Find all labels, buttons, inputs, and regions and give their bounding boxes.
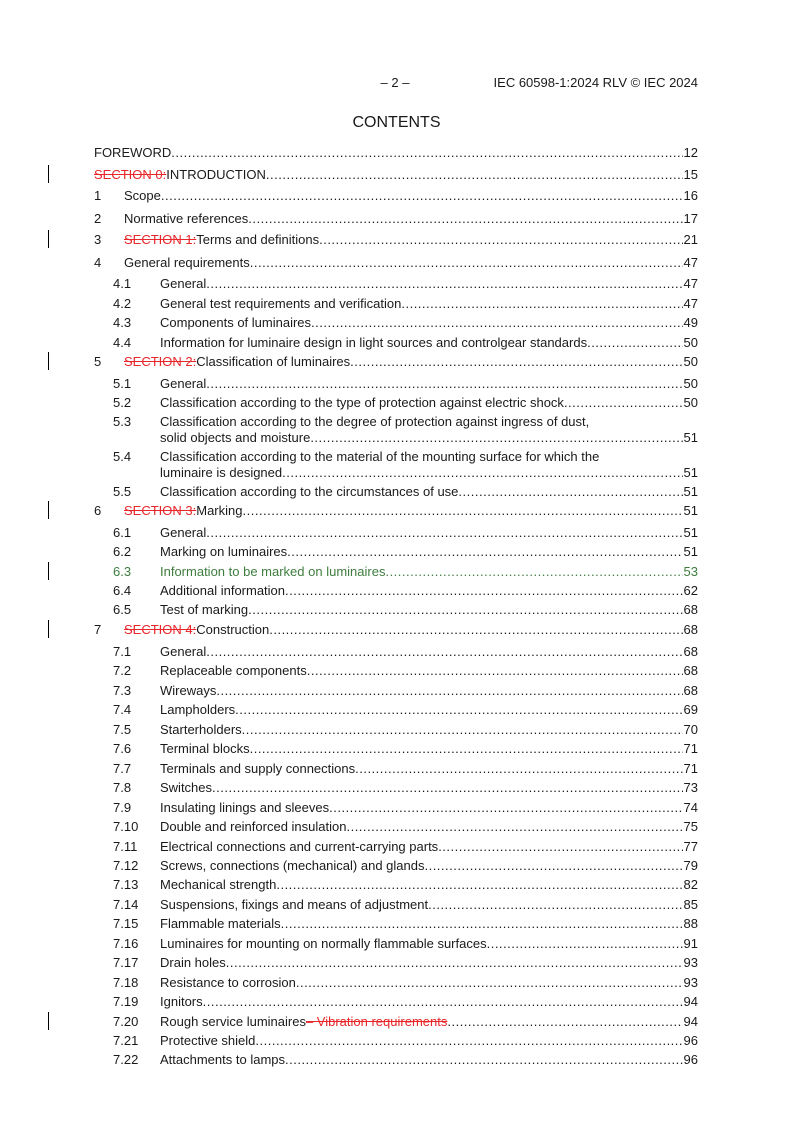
- toc-entry[interactable]: [0, 722, 793, 738]
- section-number: 7.8: [113, 780, 132, 796]
- toc-entry[interactable]: [0, 819, 793, 835]
- toc-entry[interactable]: [0, 376, 793, 392]
- dot-leader: [206, 376, 682, 392]
- entry-title[interactable]: Test of marking: [160, 602, 249, 617]
- toc-entry[interactable]: [0, 644, 793, 660]
- deleted-text: SECTION 3:: [124, 503, 197, 518]
- section-number: 7.18: [113, 974, 139, 990]
- dot-leader: [487, 936, 683, 952]
- section-number: 6.3: [113, 564, 132, 579]
- section-number: 7.12: [113, 857, 139, 873]
- section-number: 4.4: [113, 335, 132, 350]
- section-number: 7: [94, 622, 102, 637]
- entry-body: [160, 839, 698, 855]
- page-ref[interactable]: 50: [683, 354, 698, 369]
- entry-body: [124, 211, 698, 227]
- section-number: 7.21: [113, 1033, 139, 1048]
- section-number: 7.22: [113, 1052, 139, 1068]
- page-ref[interactable]: 51: [683, 430, 698, 445]
- entry-title[interactable]: FOREWORD: [94, 145, 172, 160]
- toc-entry[interactable]: [0, 414, 793, 430]
- toc-entry[interactable]: [0, 741, 793, 757]
- entry-body: [160, 663, 698, 679]
- toc-entry[interactable]: [0, 800, 793, 816]
- page-ref[interactable]: 88: [683, 916, 698, 932]
- dot-leader: [428, 897, 682, 913]
- page-ref[interactable]: 51: [683, 465, 698, 480]
- entry-title[interactable]: General: [160, 525, 207, 540]
- entry-body: [160, 484, 698, 500]
- toc-entry[interactable]: [0, 1052, 793, 1068]
- entry-body: [124, 503, 698, 519]
- toc-entry[interactable]: [0, 583, 793, 599]
- dot-leader: [276, 877, 682, 893]
- entry-body: [160, 414, 698, 430]
- section-number: 7.16: [113, 935, 139, 951]
- dot-leader: [281, 916, 683, 932]
- entry-title-cont[interactable]: solid objects and moisture: [160, 430, 311, 445]
- entry-body: [124, 188, 698, 204]
- dot-leader: [255, 1033, 682, 1049]
- dot-leader: [311, 315, 683, 331]
- page-ref[interactable]: 77: [683, 838, 698, 854]
- entry-body: [160, 683, 698, 699]
- entry-title[interactable]: Flammable materials: [160, 916, 281, 932]
- dot-leader: [424, 858, 682, 874]
- toc-entry[interactable]: [0, 955, 793, 971]
- toc-entry[interactable]: [0, 1033, 793, 1049]
- entry-body: [160, 800, 698, 816]
- dot-leader: [171, 145, 682, 161]
- entry-body: [160, 916, 698, 932]
- entry-title[interactable]: Replaceable components: [160, 663, 307, 679]
- entry-body: [160, 936, 698, 952]
- entry-title[interactable]: Suspensions, fixings and means of adjustment: [160, 896, 429, 912]
- toc-entry[interactable]: [0, 255, 793, 271]
- entry-title[interactable]: Scope: [124, 188, 161, 203]
- section-number: 7.13: [113, 877, 139, 893]
- toc-entry[interactable]: [0, 839, 793, 855]
- dot-leader: [282, 465, 682, 481]
- dot-leader: [203, 994, 683, 1010]
- dot-leader: [285, 583, 683, 599]
- section-number: 7.15: [113, 916, 139, 932]
- entry-title[interactable]: Classification according to the material of the mounting surface for which the: [160, 449, 600, 464]
- entry-title[interactable]: Wireways: [160, 682, 217, 698]
- entry-title[interactable]: General: [160, 644, 207, 659]
- toc-entry[interactable]: [0, 167, 793, 183]
- entry-body: [160, 1014, 698, 1030]
- deleted-text: SECTION 4:: [124, 622, 197, 637]
- entry-body: [124, 232, 698, 248]
- page-ref[interactable]: 62: [683, 583, 698, 598]
- page-title: CONTENTS: [352, 114, 441, 131]
- entry-body: [160, 276, 698, 292]
- toc-entry[interactable]: [0, 296, 793, 312]
- entry-title[interactable]: Electrical connections and current-carrying parts: [160, 838, 439, 854]
- entry-title[interactable]: Classification of luminaires: [196, 354, 351, 369]
- entry-body: [94, 145, 698, 161]
- entry-body: [160, 644, 698, 660]
- entry-body: [160, 335, 698, 351]
- entry-body: [160, 395, 698, 411]
- dot-leader: [285, 1052, 683, 1068]
- toc-entry[interactable]: [0, 761, 793, 777]
- page-ref[interactable]: 51: [683, 484, 698, 499]
- dot-leader: [564, 395, 683, 411]
- section-number: 7.20: [113, 1013, 139, 1029]
- toc-entry[interactable]: [0, 622, 793, 638]
- entry-body: [124, 354, 698, 370]
- page-ref[interactable]: 75: [683, 819, 698, 835]
- toc-entry[interactable]: [0, 484, 793, 500]
- entry-title[interactable]: Mechanical strength: [160, 877, 277, 893]
- entry-title[interactable]: Drain holes: [160, 955, 226, 971]
- dot-leader: [287, 544, 682, 560]
- section-number: 4.1: [113, 276, 132, 291]
- dot-leader: [226, 955, 683, 971]
- entry-body: [160, 544, 698, 560]
- toc-entry[interactable]: [0, 232, 793, 248]
- section-number: 5.2: [113, 395, 132, 410]
- dot-leader: [385, 564, 682, 580]
- toc-entry[interactable]: [0, 395, 793, 411]
- page-ref[interactable]: 47: [683, 276, 698, 291]
- toc-entry[interactable]: [0, 897, 793, 913]
- entry-body: [160, 525, 698, 541]
- page-ref[interactable]: 15: [683, 167, 698, 182]
- entry-body: [160, 761, 698, 777]
- toc-entry[interactable]: [0, 465, 793, 481]
- dot-leader: [206, 525, 682, 541]
- page-ref[interactable]: 12: [683, 145, 698, 160]
- entry-body: [160, 376, 698, 392]
- entry-title[interactable]: Double and reinforced insulation: [160, 819, 347, 835]
- entry-body: [160, 741, 698, 757]
- entry-title[interactable]: Starterholders: [160, 721, 242, 737]
- page-ref[interactable]: 17: [683, 211, 698, 226]
- toc-entry[interactable]: [0, 916, 793, 932]
- dot-leader: [355, 761, 682, 777]
- toc-entry[interactable]: [0, 602, 793, 618]
- section-number: 7.3: [113, 682, 132, 698]
- entry-body: [160, 955, 698, 971]
- page-ref[interactable]: 47: [683, 255, 698, 270]
- section-number: 7.1: [113, 644, 132, 659]
- entry-body: [160, 994, 698, 1010]
- toc-entry[interactable]: [0, 276, 793, 292]
- toc-entry[interactable]: [0, 315, 793, 331]
- entry-body: [160, 897, 698, 913]
- entry-body: [160, 819, 698, 835]
- entry-title[interactable]: Screws, connections (mechanical) and glands: [160, 857, 425, 873]
- section-number: 4.3: [113, 315, 132, 330]
- page-ref[interactable]: 94: [683, 994, 698, 1010]
- page-ref[interactable]: 85: [683, 896, 698, 912]
- section-number: 5.5: [113, 484, 132, 499]
- toc-entry[interactable]: [0, 663, 793, 679]
- page-ref[interactable]: 51: [683, 525, 698, 540]
- page-ref[interactable]: 69: [683, 702, 698, 718]
- change-bar: [48, 1012, 49, 1030]
- section-number: 2: [94, 211, 102, 226]
- page-ref[interactable]: 16: [683, 188, 698, 203]
- dot-leader: [266, 167, 683, 183]
- entry-body: [160, 315, 698, 331]
- entry-title[interactable]: Additional information: [160, 583, 286, 598]
- toc-entry[interactable]: [0, 780, 793, 796]
- section-number: 7.4: [113, 702, 132, 718]
- page-ref[interactable]: 21: [683, 232, 698, 247]
- page-ref[interactable]: 50: [683, 376, 698, 391]
- change-bar: [48, 352, 49, 370]
- change-bar: [48, 165, 49, 183]
- toc-entry[interactable]: [0, 1014, 793, 1030]
- dot-leader: [458, 484, 682, 500]
- section-number: 3: [94, 232, 102, 247]
- toc-entry[interactable]: [0, 858, 793, 874]
- dot-leader: [296, 975, 683, 991]
- section-number: 7.17: [113, 955, 139, 971]
- dot-leader: [319, 232, 682, 248]
- dot-leader: [243, 503, 683, 519]
- toc-entry[interactable]: [0, 975, 793, 991]
- dot-leader: [438, 839, 682, 855]
- entry-body: [160, 858, 698, 874]
- page-ref[interactable]: 93: [683, 955, 698, 971]
- entry-title[interactable]: Luminaires for mounting on normally flammable surfaces: [160, 935, 487, 951]
- section-number: 5: [94, 354, 102, 369]
- section-number: 6: [94, 503, 102, 518]
- entry-title-cont[interactable]: luminaire is designed: [160, 465, 283, 480]
- entry-body: [160, 564, 698, 580]
- entry-body: [160, 296, 698, 312]
- page-ref[interactable]: 96: [683, 1033, 698, 1048]
- dot-leader: [350, 354, 682, 370]
- entry-title[interactable]: Information to be marked on luminaires: [160, 564, 386, 579]
- entry-title[interactable]: Construction: [196, 622, 270, 637]
- dot-leader: [161, 188, 683, 204]
- change-bar: [48, 230, 49, 248]
- page-ref[interactable]: 53: [683, 564, 698, 579]
- section-number: 5.4: [113, 449, 132, 464]
- section-number: 5.3: [113, 414, 132, 429]
- page-ref[interactable]: 73: [683, 780, 698, 796]
- section-number: 7.10: [113, 819, 139, 835]
- toc-entry[interactable]: [0, 145, 793, 161]
- entry-body: [160, 430, 698, 446]
- entry-title[interactable]: Information for luminaire design in light sources and controlgear standards: [160, 335, 588, 350]
- page-ref[interactable]: 71: [683, 741, 698, 757]
- toc-entry[interactable]: [0, 525, 793, 541]
- toc-entry[interactable]: [0, 211, 793, 227]
- page-ref[interactable]: 68: [683, 602, 698, 617]
- dot-leader: [206, 276, 682, 292]
- entry-title[interactable]: Insulating linings and sleeves: [160, 799, 330, 815]
- entry-title[interactable]: Terminals and supply connections: [160, 760, 356, 776]
- entry-body: [160, 449, 698, 465]
- document-id: IEC 60598-1:2024 RLV © IEC 2024: [493, 75, 698, 90]
- dot-leader: [206, 644, 682, 660]
- deleted-text: SECTION 2:: [124, 354, 197, 369]
- entry-body: [160, 1052, 698, 1068]
- entry-title[interactable]: Ignitors: [160, 994, 203, 1010]
- section-number: 4.2: [113, 296, 132, 311]
- deleted-text: – Vibration requirements: [305, 1013, 448, 1029]
- entry-title[interactable]: INTRODUCTION: [166, 167, 266, 182]
- entry-title[interactable]: Lampholders: [160, 702, 236, 718]
- entry-title[interactable]: Classification according to the type of protection against electric shock: [160, 395, 564, 410]
- entry-title[interactable]: Classification according to the circumstances of use: [160, 484, 459, 499]
- entry-body: [160, 465, 698, 481]
- entry-title[interactable]: Terminal blocks: [160, 741, 250, 757]
- page-ref[interactable]: 79: [683, 857, 698, 873]
- entry-title[interactable]: General: [160, 376, 207, 391]
- entry-body: [124, 255, 698, 271]
- page-ref[interactable]: 96: [683, 1052, 698, 1068]
- entry-title[interactable]: Protective shield: [160, 1033, 256, 1048]
- dot-leader: [242, 722, 683, 738]
- toc-entry[interactable]: [0, 702, 793, 718]
- toc-entry[interactable]: [0, 449, 793, 465]
- dot-leader: [447, 1014, 682, 1030]
- entry-body: [160, 975, 698, 991]
- toc-entry[interactable]: [0, 564, 793, 580]
- page-ref[interactable]: 68: [683, 663, 698, 679]
- dot-leader: [587, 335, 682, 351]
- entry-title[interactable]: Resistance to corrosion: [160, 974, 296, 990]
- entry-body: [160, 722, 698, 738]
- entry-title[interactable]: Marking: [196, 503, 243, 518]
- toc-entry[interactable]: [0, 994, 793, 1010]
- section-number: 6.4: [113, 583, 132, 598]
- dot-leader: [310, 430, 682, 446]
- page-ref[interactable]: 71: [683, 760, 698, 776]
- section-number: 5.1: [113, 376, 132, 391]
- entry-title[interactable]: Normative references: [124, 211, 249, 226]
- entry-title[interactable]: Terms and definitions: [196, 232, 320, 247]
- entry-body: [160, 602, 698, 618]
- page-ref[interactable]: 74: [683, 799, 698, 815]
- section-number: 7.5: [113, 721, 132, 737]
- entry-body: [160, 1033, 698, 1049]
- entry-title[interactable]: General: [160, 276, 207, 291]
- entry-title[interactable]: Components of luminaires: [160, 315, 312, 330]
- dot-leader: [269, 622, 682, 638]
- section-number: 6.1: [113, 525, 132, 540]
- entry-body: [160, 780, 698, 796]
- page-ref[interactable]: 94: [683, 1013, 698, 1029]
- toc-entry[interactable]: [0, 877, 793, 893]
- change-bar: [48, 501, 49, 519]
- dot-leader: [248, 211, 682, 227]
- page-ref[interactable]: 51: [683, 503, 698, 518]
- page-ref[interactable]: 93: [683, 974, 698, 990]
- deleted-text: SECTION 0:: [94, 167, 167, 182]
- section-number: 7.19: [113, 994, 139, 1010]
- dot-leader: [401, 296, 682, 312]
- section-number: 4: [94, 255, 102, 270]
- entry-title[interactable]: General test requirements and verification: [160, 296, 402, 311]
- page-ref[interactable]: 82: [683, 877, 698, 893]
- toc-entry[interactable]: [0, 544, 793, 560]
- page-ref[interactable]: 50: [683, 395, 698, 410]
- section-number: 6.5: [113, 602, 132, 617]
- dot-leader: [235, 702, 682, 718]
- toc-entry[interactable]: [0, 188, 793, 204]
- entry-title[interactable]: Rough service luminaires: [160, 1013, 306, 1029]
- dot-leader: [329, 800, 682, 816]
- entry-title[interactable]: General requirements: [124, 255, 250, 270]
- section-number: 7.6: [113, 741, 132, 757]
- dot-leader: [248, 602, 682, 618]
- entry-body: [160, 877, 698, 893]
- section-number: 7.7: [113, 760, 132, 776]
- page-ref[interactable]: 68: [683, 644, 698, 659]
- entry-title[interactable]: Marking on luminaires: [160, 544, 288, 559]
- dot-leader: [250, 741, 683, 757]
- entry-title[interactable]: Switches: [160, 780, 213, 796]
- section-number: 7.14: [113, 896, 139, 912]
- entry-body: [124, 622, 698, 638]
- page-number: – 2 –: [380, 75, 410, 90]
- dot-leader: [216, 683, 682, 699]
- entry-body: [160, 583, 698, 599]
- page-ref[interactable]: 70: [683, 721, 698, 737]
- dot-leader: [307, 663, 683, 679]
- section-number: 6.2: [113, 544, 132, 559]
- toc-entry[interactable]: [0, 503, 793, 519]
- dot-leader: [250, 255, 683, 271]
- entry-body: [94, 167, 698, 183]
- dot-leader: [346, 819, 682, 835]
- deleted-text: SECTION 1:: [124, 232, 197, 247]
- change-bar: [48, 562, 49, 580]
- toc-entry[interactable]: [0, 335, 793, 351]
- section-number: 7.11: [113, 838, 138, 854]
- toc-entry[interactable]: [0, 683, 793, 699]
- page-ref[interactable]: 50: [683, 335, 698, 350]
- page-ref[interactable]: 49: [683, 315, 698, 330]
- page-ref[interactable]: 68: [683, 622, 698, 637]
- entry-body: [160, 702, 698, 718]
- entry-title[interactable]: Attachments to lamps: [160, 1052, 285, 1068]
- page-ref[interactable]: 91: [683, 935, 698, 951]
- toc-entry[interactable]: [0, 936, 793, 952]
- toc-entry[interactable]: [0, 354, 793, 370]
- page-ref[interactable]: 47: [683, 296, 698, 311]
- entry-title[interactable]: Classification according to the degree of protection against ingress of dust,: [160, 414, 590, 429]
- change-bar: [48, 620, 49, 638]
- section-number: 7.2: [113, 663, 132, 679]
- section-number: 7.9: [113, 799, 132, 815]
- page-ref[interactable]: 51: [683, 544, 698, 559]
- section-number: 1: [94, 188, 102, 203]
- dot-leader: [212, 780, 683, 796]
- page-ref[interactable]: 68: [683, 682, 698, 698]
- toc-entry[interactable]: [0, 430, 793, 446]
